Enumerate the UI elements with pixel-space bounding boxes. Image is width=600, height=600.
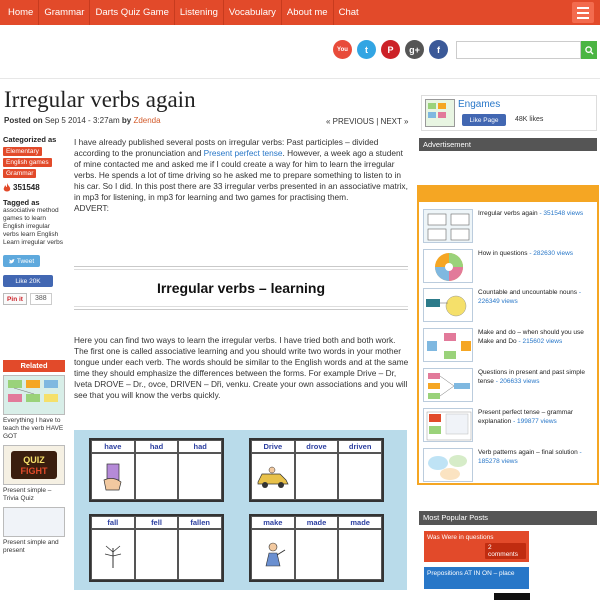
verb-form: drove xyxy=(295,440,339,453)
popular-views: - 351548 views xyxy=(539,210,584,217)
verb-form: fell xyxy=(135,516,179,529)
view-count-value: 351548 xyxy=(13,183,40,192)
post-pagination xyxy=(326,117,408,126)
section-heading: Irregular verbs – learning xyxy=(156,280,326,296)
bubble-map-icon xyxy=(424,449,473,482)
author-link[interactable]: Zdenda xyxy=(133,116,161,125)
popular-views: - 185278 views xyxy=(478,449,582,465)
article-body: Here you can find two ways to learn the irregular verbs. I have tried both and both work. The first one is called associative learning and you should write two words in your mother tongue under each verb. The words should be similar to the English words and at the same time they should emphasize the differences between the forms. For example Drive – Dr, Iveta DROVE – Dr., ovce, DRIVEN – Dři, venku. Create your own associations and you will see that you will know the verbs quickly. xyxy=(74,335,409,400)
popular-title: Questions in present and past simple tense xyxy=(478,369,585,385)
related-link-trivia[interactable]: Present simple – Trivia Quiz xyxy=(3,487,52,502)
pin-count: 388 xyxy=(30,293,52,305)
page-title: Irregular verbs again xyxy=(4,87,196,112)
popular-views: - 199877 views xyxy=(513,418,557,425)
twitter-icon[interactable]: t xyxy=(357,40,376,59)
grammar-grid-icon xyxy=(424,409,473,442)
nav-home[interactable]: Home xyxy=(8,7,34,18)
categorized-as-label: Categorized as xyxy=(3,135,57,144)
pin-row xyxy=(3,293,65,305)
popular-item[interactable] xyxy=(423,368,595,402)
popular-views: - 215602 views xyxy=(518,338,563,345)
posted-on-label: Posted on xyxy=(4,116,43,125)
most-popular-item[interactable] xyxy=(424,531,529,562)
social-icons xyxy=(333,40,448,59)
popular-title: Present perfect tense – grammar explanation xyxy=(478,409,574,425)
related-link-present-simple[interactable]: Present simple and present xyxy=(3,539,59,554)
popular-views: - 226349 views xyxy=(478,289,582,305)
verb-cell xyxy=(178,453,222,500)
scroll-top-button[interactable] xyxy=(494,593,530,600)
category-tag-elementary[interactable]: Elementary xyxy=(3,147,42,156)
tree-chart-icon xyxy=(424,369,473,402)
verb-table-have xyxy=(89,438,224,502)
post-info-rail xyxy=(3,135,65,305)
car-icon xyxy=(256,464,290,490)
verb-cell xyxy=(338,529,382,580)
view-count xyxy=(3,183,65,192)
most-popular-title: Prepositions AT IN ON – place xyxy=(427,570,515,577)
previous-link[interactable]: « PREVIOUS xyxy=(326,117,375,126)
by-label: by xyxy=(121,116,132,125)
verb-form: driven xyxy=(338,440,382,453)
person-working-icon xyxy=(258,540,288,570)
popular-thumbnail xyxy=(423,448,473,482)
popular-title: How in questions xyxy=(478,250,528,257)
verb-picture xyxy=(251,529,295,580)
verb-cell xyxy=(338,453,382,500)
popular-item[interactable] xyxy=(423,249,595,283)
verb-form: made xyxy=(338,516,382,529)
verb-picture xyxy=(251,453,295,500)
search-button[interactable] xyxy=(581,41,597,59)
engames-page-name[interactable]: Engames xyxy=(458,99,501,110)
popular-item[interactable] xyxy=(423,408,595,442)
verb-matrix-image xyxy=(74,430,407,590)
popular-title: Make and do – when should you use Make and Do xyxy=(478,329,584,345)
nav-vocabulary[interactable]: Vocabulary xyxy=(228,7,276,18)
page-likes-count: 48K likes xyxy=(515,116,544,123)
next-link[interactable]: NEXT » xyxy=(380,117,409,126)
popular-title: Irregular verbs again xyxy=(478,210,538,217)
facebook-like-button[interactable]: Like 20K xyxy=(3,275,53,287)
tagged-as-label: Tagged as xyxy=(3,198,40,207)
tweet-label: Tweet xyxy=(16,257,35,265)
popular-posts-widget xyxy=(417,185,599,485)
diagram-icon xyxy=(424,329,473,362)
color-wheel-icon xyxy=(424,250,473,283)
verb-matrix-thumb-icon xyxy=(424,210,473,243)
popular-title: Countable and uncountable nouns xyxy=(478,289,578,296)
quiz-fight-logo-icon xyxy=(9,447,59,483)
google-plus-icon[interactable]: g+ xyxy=(405,40,424,59)
tag-list[interactable]: associative method games to learn English irregular verbs learn English Learn irregular verbs xyxy=(3,207,63,246)
falling-leaves-icon xyxy=(101,540,125,570)
search-input[interactable] xyxy=(456,41,581,59)
verb-form: have xyxy=(91,440,135,453)
category-tag-english-games[interactable]: English games xyxy=(3,158,52,167)
hand-holding-card-icon xyxy=(101,462,125,492)
pagination-separator: | xyxy=(376,117,379,126)
article-intro xyxy=(74,137,409,214)
verb-table-fall xyxy=(89,514,224,582)
tweet-button[interactable] xyxy=(3,255,40,267)
verb-cell xyxy=(178,529,222,580)
post-date: Sep 5 2014 - 3:27am xyxy=(44,116,120,125)
popular-thumbnail xyxy=(423,288,473,322)
nav-listening[interactable]: Listening xyxy=(179,7,218,18)
related-posts xyxy=(3,360,65,600)
twitter-bird-icon xyxy=(9,259,15,264)
related-heading: Related xyxy=(3,360,65,372)
verb-form: had xyxy=(135,440,179,453)
pin-it-button[interactable]: Pin it xyxy=(3,293,27,305)
engames-logo[interactable] xyxy=(425,99,455,127)
popular-thumbnail xyxy=(423,408,473,442)
verb-cell xyxy=(295,529,339,580)
popular-thumbnail xyxy=(423,328,473,362)
post-meta xyxy=(4,116,161,125)
verb-table-make xyxy=(249,514,384,582)
popular-thumbnail xyxy=(423,209,473,243)
nav-grammar[interactable]: Grammar xyxy=(44,7,85,18)
header-divider xyxy=(0,78,600,79)
popular-item[interactable] xyxy=(423,288,595,322)
like-page-button[interactable] xyxy=(462,114,506,126)
nav-darts-quiz-game[interactable]: Darts Quiz Game xyxy=(95,7,169,18)
popular-item[interactable] xyxy=(423,209,595,243)
mindmap-icon xyxy=(424,289,473,322)
popular-views: - 206633 views xyxy=(495,378,540,385)
related-thumbnail-trivia[interactable] xyxy=(3,445,65,485)
facebook-page-widget xyxy=(421,95,597,131)
related-thumbnail-present-simple[interactable] xyxy=(3,507,65,537)
most-popular-heading: Most Popular Posts xyxy=(419,511,597,525)
verb-form: made xyxy=(295,516,339,529)
most-popular-title: Was Were in questions xyxy=(427,534,494,541)
pinterest-icon[interactable]: P xyxy=(381,40,400,59)
like-page-label: Like Page xyxy=(469,116,499,124)
present-perfect-link[interactable]: Present perfect tense xyxy=(203,148,283,158)
related-thumbnail-have-got[interactable] xyxy=(3,375,65,415)
popular-title: Verb patterns again – final solution xyxy=(478,449,578,456)
nav-about-me[interactable]: About me xyxy=(286,7,328,18)
youtube-icon[interactable]: You xyxy=(333,40,352,59)
verb-form: had xyxy=(178,440,222,453)
popular-item[interactable] xyxy=(423,448,595,482)
facebook-icon[interactable]: f xyxy=(429,40,448,59)
verb-table-drive xyxy=(249,438,384,502)
nav-chat[interactable]: Chat xyxy=(338,7,359,18)
verb-form: Drive xyxy=(251,440,295,453)
verb-picture xyxy=(91,453,135,500)
verb-cell xyxy=(135,453,179,500)
intro-text-b: . However, a week ago a student of mine contacted me and asked me if I could create a way for him to learn the irregular verbs. He spends a lot of time driving so he asked me to prepare something to listen to in his car. So I did. In this post there are 33 irregular verbs presented in an associative matrix, in mp3 for listening, in mp3 for learning and two games for practising them. xyxy=(74,148,408,202)
verb-cell xyxy=(135,529,179,580)
verb-form: fall xyxy=(91,516,135,529)
flame-icon xyxy=(3,183,11,192)
verb-form: fallen xyxy=(178,516,222,529)
advert-label: ADVERT: xyxy=(74,203,109,213)
grammar-map-icon xyxy=(4,376,64,414)
intro-text-a: I have already published several posts on irregular verbs: Past participles – divided according to the pronunciation and xyxy=(74,137,379,158)
verb-cell xyxy=(295,453,339,500)
popular-header-bar xyxy=(419,187,597,202)
top-nav xyxy=(0,0,600,25)
search-icon xyxy=(585,46,594,55)
category-tag-grammar[interactable]: Grammar xyxy=(3,169,36,178)
verb-picture xyxy=(91,529,135,580)
popular-item[interactable] xyxy=(423,328,595,362)
verb-form: make xyxy=(251,516,295,529)
advertisement-heading: Advertisement xyxy=(419,138,597,151)
menu-icon[interactable] xyxy=(572,2,594,23)
popular-thumbnail xyxy=(423,249,473,283)
comment-count-badge: 2 comments xyxy=(485,543,526,559)
svg-text:FIGHT: FIGHT xyxy=(20,466,48,476)
section-heading-band xyxy=(74,266,408,310)
related-link-have-got[interactable]: Everything I have to teach the verb HAVE GOT xyxy=(3,417,64,440)
popular-thumbnail xyxy=(423,368,473,402)
engames-logo-icon xyxy=(426,100,454,126)
most-popular-item[interactable] xyxy=(424,567,529,589)
svg-text:QUIZ: QUIZ xyxy=(23,455,45,465)
popular-views: - 282630 views xyxy=(529,250,574,257)
